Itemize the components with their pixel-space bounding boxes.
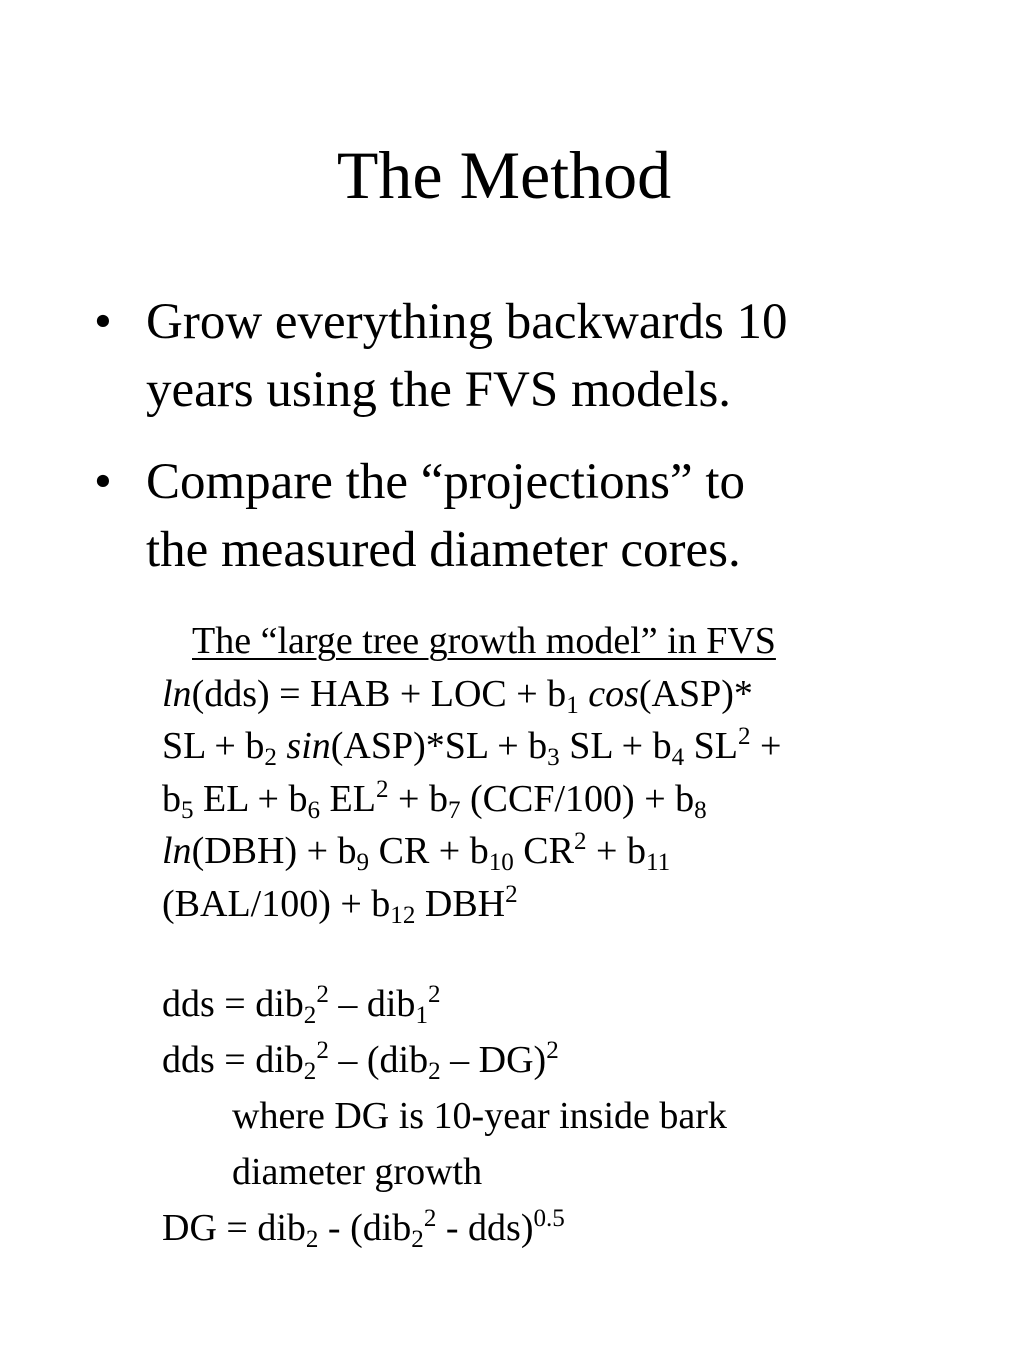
equation-line: SL + $b_2$ $\sin(ASP)*SL + b_3$ SL + $b_4$ $SL^2$ + [162,723,782,772]
dds-equation: dds = dib$_2^2$ – (dib$_2$ – DG)$^2$ [162,1037,559,1086]
growth-model-block [162,615,962,930]
bullet-marker: • [94,454,112,510]
dds-definitions [162,976,982,1256]
bullet-item [92,448,992,584]
slide-title: The Method [336,137,672,213]
equation-line: $(BAL/100) + b_{12}$ DBH$^2$ [162,880,518,929]
bullet-line: years using the FVS models. [146,362,732,418]
equation-line: ln(dds) = HAB + LOC + $b_1$ cos(ASP)* [162,672,753,719]
dg-equation: DG = dib$_2$ - (dib$_2^2$ - dds)$^{0.5}$ [162,1205,565,1254]
dg-definition: diameter growth [232,1151,483,1193]
bullet-line: Grow everything backwards 10 [146,294,788,350]
bullet-line: the measured diameter cores. [146,522,741,578]
bullet-list [92,288,992,608]
equation-line: $b_5$ EL + $b_6$ $EL^2 + b_7$ $(CCF/100) + b_8$ [162,775,707,824]
bullet-item [92,288,992,424]
dds-equation: dds = dib$_2^2$ – dib$_1^2$ [162,981,441,1030]
model-heading: The “large tree growth model” in FVS [192,620,776,662]
bullet-line: Compare the “projections” to [146,454,746,510]
dg-definition: where DG is 10-year inside bark [232,1095,727,1137]
equation-line: $\ln(DBH) + b_9$ CR + $b_{10}$ $CR^2 + b_{11}$ [162,828,671,877]
bullet-marker: • [94,294,112,350]
